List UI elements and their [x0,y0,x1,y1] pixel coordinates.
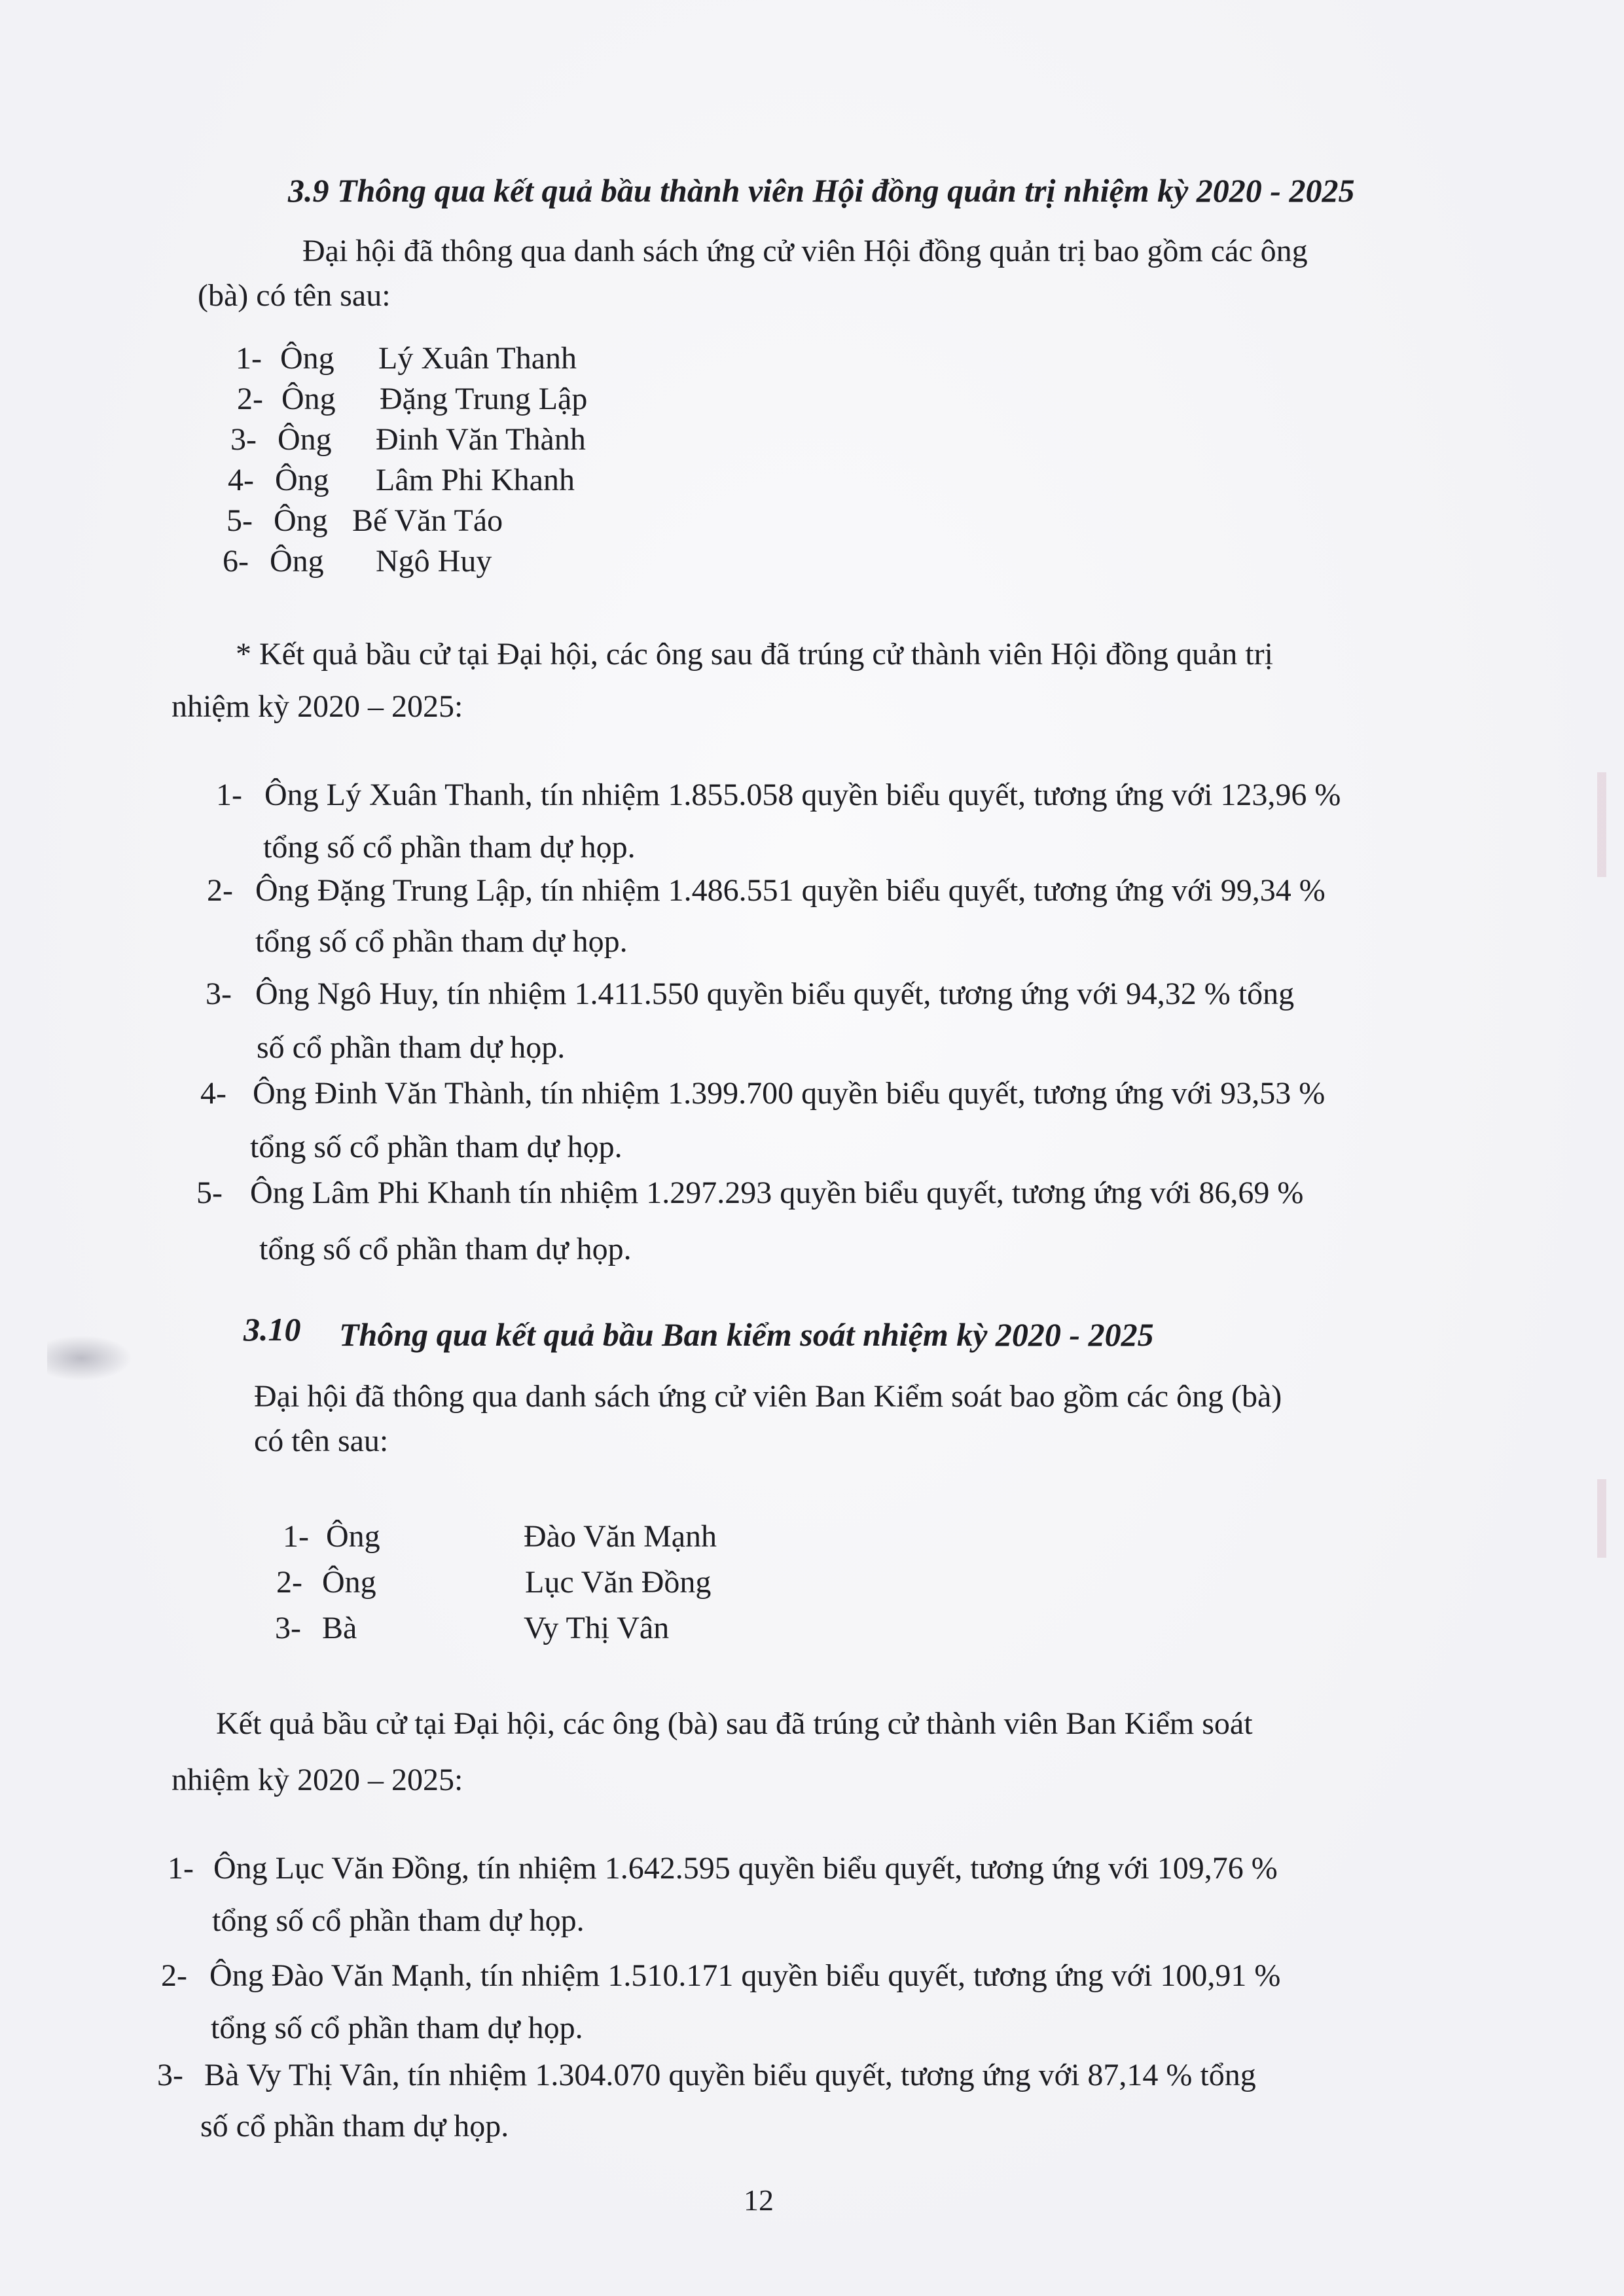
candidate-number: 3- [230,422,257,457]
candidate-name: Ngô Huy [376,544,492,579]
section-3-9-result-line1: * Kết quả bầu cử tại Đại hội, các ông sau đã trúng cử thành viên Hội đồng quản trị [236,637,1273,672]
candidate-number: 1- [283,1519,309,1554]
result-line2: tổng số cổ phần tham dự họp. [211,2011,583,2045]
result-number: 5- [196,1175,223,1210]
section-3-9-intro-line2: (bà) có tên sau: [198,278,391,313]
section-3-9-heading: 3.9 Thông qua kết quả bầu thành viên Hội đồng quản trị nhiệm kỳ 2020 - 2025 [288,172,1355,209]
candidate-title: Ông [274,503,328,538]
candidate-name: Bế Văn Táo [352,503,503,538]
result-line2: tổng số cổ phần tham dự họp. [259,1232,632,1266]
candidate-name: Đặng Trung Lập [380,382,588,416]
candidate-title: Bà [322,1611,357,1645]
candidate-number: 4- [228,463,254,497]
ink-smudge [47,1335,132,1381]
candidate-number: 5- [226,503,253,538]
candidate-title: Ông [322,1565,376,1600]
candidate-name: Đinh Văn Thành [376,422,586,457]
candidate-title: Ông [326,1519,380,1554]
section-3-9-intro-line1: Đại hội đã thông qua danh sách ứng cử viên Hội đồng quản trị bao gồm các ông [302,234,1308,268]
section-3-10-intro-line2: có tên sau: [254,1424,389,1458]
section-3-10-heading: Thông qua kết quả bầu Ban kiểm soát nhiệm kỳ 2020 - 2025 [339,1316,1154,1353]
result-number: 2- [161,1958,187,1993]
section-3-10-intro-line1: Đại hội đã thông qua danh sách ứng cử viên Ban Kiểm soát bao gồm các ông (bà) [254,1379,1282,1414]
candidate-number: 3- [275,1611,301,1645]
candidate-number: 2- [276,1565,302,1600]
edge-mark [1597,1479,1606,1558]
result-number: 1- [168,1851,194,1886]
candidate-name: Lâm Phi Khanh [376,463,575,497]
candidate-title: Ông [278,422,332,457]
result-line1: Ông Ngô Huy, tín nhiệm 1.411.550 quyền biểu quyết, tương ứng với 94,32 % tổng [255,977,1295,1011]
section-3-10-result-line1: Kết quả bầu cử tại Đại hội, các ông (bà) sau đã trúng cử thành viên Ban Kiểm soát [216,1706,1253,1741]
result-line1: Bà Vy Thị Vân, tín nhiệm 1.304.070 quyền biểu quyết, tương ứng với 87,14 % tổng [204,2058,1256,2092]
candidate-name: Lý Xuân Thanh [378,341,577,376]
result-line1: Ông Lục Văn Đồng, tín nhiệm 1.642.595 quyền biểu quyết, tương ứng với 109,76 % [213,1851,1278,1886]
result-line1: Ông Lâm Phi Khanh tín nhiệm 1.297.293 quyền biểu quyết, tương ứng với 86,69 % [250,1175,1304,1210]
section-3-9-result-line2: nhiệm kỳ 2020 – 2025: [171,689,463,724]
result-line2: tổng số cổ phần tham dự họp. [212,1903,585,1938]
candidate-title: Ông [270,544,324,579]
section-3-10-result-line2: nhiệm kỳ 2020 – 2025: [171,1763,463,1797]
result-number: 3- [157,2058,183,2092]
result-number: 3- [206,977,232,1011]
result-line1: Ông Đào Văn Mạnh, tín nhiệm 1.510.171 quyền biểu quyết, tương ứng với 100,91 % [209,1958,1281,1993]
candidate-name: Vy Thị Vân [524,1611,670,1645]
result-number: 4- [200,1076,226,1111]
page-number: 12 [744,2183,774,2217]
candidate-title: Ông [280,341,334,376]
candidate-title: Ông [281,382,336,416]
result-line1: Ông Đinh Văn Thành, tín nhiệm 1.399.700 quyền biểu quyết, tương ứng với 93,53 % [253,1076,1326,1111]
result-line2: số cổ phần tham dự họp. [257,1030,566,1065]
candidate-name: Đào Văn Mạnh [524,1519,717,1554]
edge-mark [1597,772,1606,877]
result-line2: tổng số cổ phần tham dự họp. [263,830,636,865]
result-line1: Ông Đặng Trung Lập, tín nhiệm 1.486.551 quyền biểu quyết, tương ứng với 99,34 % [255,873,1326,908]
section-3-10-heading-number: 3.10 [244,1311,301,1348]
candidate-title: Ông [275,463,329,497]
result-line2: tổng số cổ phần tham dự họp. [250,1130,623,1164]
result-number: 1- [216,778,242,812]
result-line1: Ông Lý Xuân Thanh, tín nhiệm 1.855.058 quyền biểu quyết, tương ứng với 123,96 % [264,778,1341,812]
candidate-name: Lục Văn Đồng [525,1565,712,1600]
candidate-number: 1- [236,341,262,376]
result-line2: tổng số cổ phần tham dự họp. [255,924,628,959]
candidate-number: 2- [237,382,263,416]
result-number: 2- [207,873,233,908]
candidate-number: 6- [223,544,249,579]
result-line2: số cổ phần tham dự họp. [200,2109,509,2144]
